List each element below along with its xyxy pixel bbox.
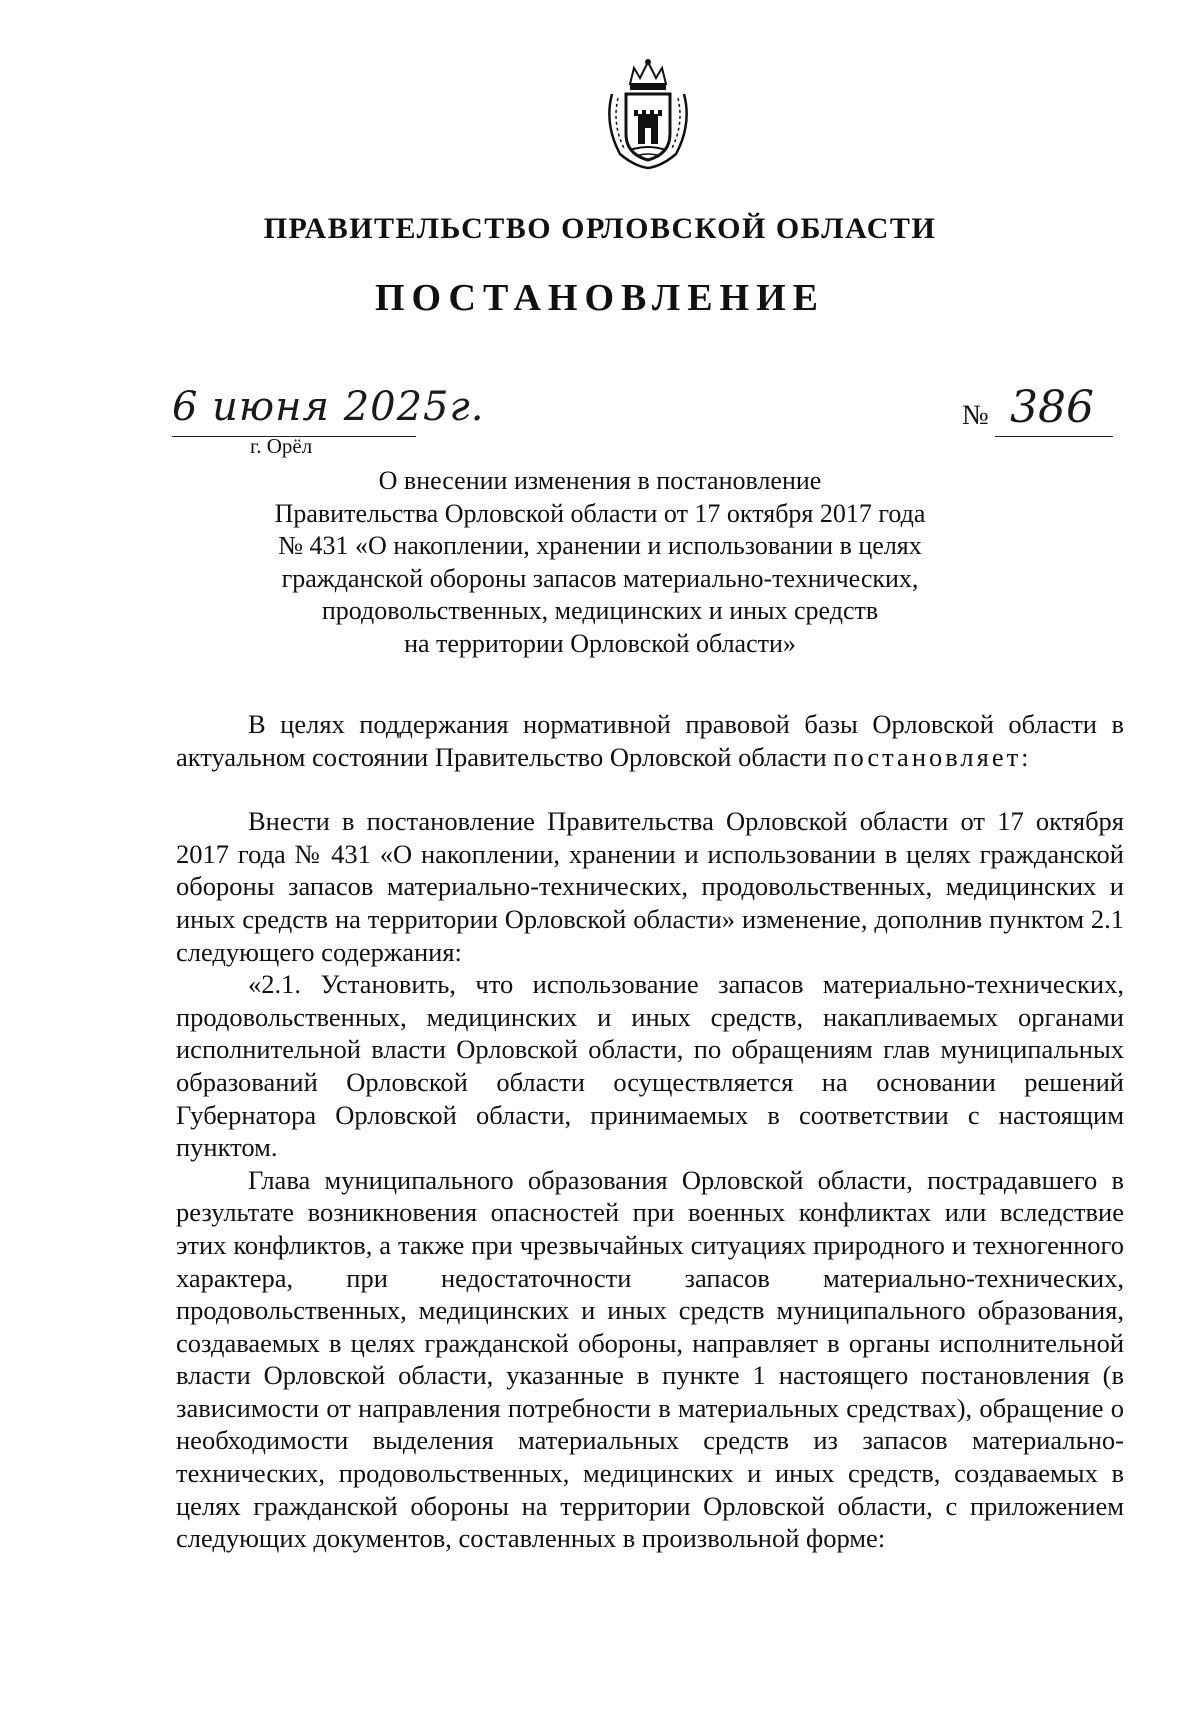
preamble-text: В целях поддержания нормативной правовой базы Орловской области в актуальном состоянии Правительство Орловской области [176, 709, 1124, 772]
number-underline [995, 436, 1113, 437]
resolves-word: постановляет: [833, 741, 1032, 772]
city: г. Орёл [250, 434, 313, 458]
subject-line: на территории Орловской области» [404, 628, 796, 658]
document-type: ПОСТАНОВЛЕНИЕ [374, 277, 826, 319]
subject-line: гражданской обороны запасов материально-технических, [281, 563, 919, 593]
subject-line: № 431 «О накоплении, хранении и использовании в целях [278, 531, 922, 560]
body-paragraph: «2.1. Установить, что использование запасов материально-технических, продовольственных, медицинских и иных средств, накапливаемых органами исполнительной власти Орловской области, по обращениям глав муниципальных образований Орловской области осуществляется на основании решений Губернатора Орловской области, принимаемых в соответствии с настоящим пунктом. [176, 969, 1124, 1163]
body-paragraph: Внести в постановление Правительства Орловской области от 17 октября 2017 года № 431 «О накоплении, хранении и использовании в целях гражданской обороны запасов материально-технических, продовольственных, медицинских и иных средств на территории Орловской области» изменение, дополнив пунктом 2.1 следующего содержания: [176, 806, 1124, 967]
government-name: ПРАВИТЕЛЬСТВО ОРЛОВСКОЙ ОБЛАСТИ [263, 212, 937, 245]
subject-line: продовольственных, медицинских и иных средств [321, 596, 879, 625]
document-body [176, 708, 1124, 1555]
body-paragraph: Глава муниципального образования Орловской области, пострадавшего в результате возникновения опасностей при военных конфликтах или вследствие этих конфликтов, а также при чрезвычайных ситуациях природного и техногенного характера, при недостаточности запасов материально-технических, продовольственных, медицинских и иных средств муниципального образования, создаваемых в целях гражданской обороны, направляет в органы исполнительной власти Орловской области, указанные в пункте 1 настоящего постановления (в зависимости от направления потребности в материальных средствах), обращение о необходимости выделения материальных средств из запасов материально-технических, продовольственных, медицинских и иных средств, создаваемых в целях гражданской обороны на территории Орловской области, с приложением следующих документов, составленных в произвольной форме: [176, 1164, 1124, 1554]
document-subject [230, 465, 970, 660]
subject-line: Правительства Орловской области от 17 октября 2017 года [274, 498, 926, 528]
subject-line: О внесении изменения в постановление [378, 466, 822, 495]
handwritten-number: 386 [1010, 382, 1094, 433]
preamble-paragraph [176, 708, 1124, 773]
number-label: № [962, 400, 989, 431]
coat-of-arms-icon [600, 54, 696, 172]
handwritten-date: 6 июня 2025г. [172, 384, 485, 430]
